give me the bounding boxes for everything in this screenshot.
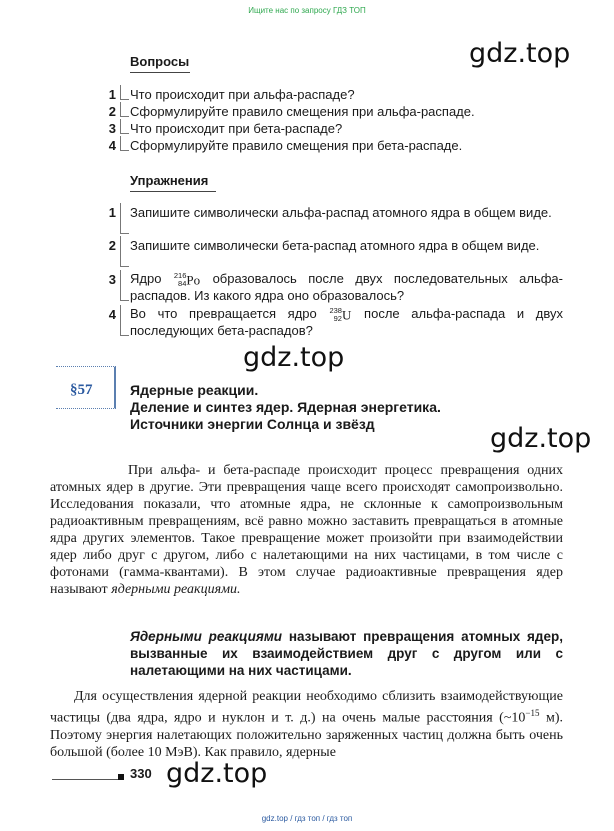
body-text: При альфа- и бета-распаде происходит процесс превращения одних атомных ядер в другие. Эти превращения чаще всего происходят самопроизвольно. Исследования показали, что атомные ядра, не склонные к самопроизвольным радиоактивным превращениям, всё равно можно заставить превращаться в атомные ядра других элементов. Такое превращение может произойти при взаимодействии ядер либо друг с другом, либо с налетающими на них частицами, в том числе с фотонами (гамма-квантами). В этом случае радиоактивные превращения ядер называют [50, 463, 563, 597]
watermark: gdz.top [166, 758, 268, 789]
item-bracket [120, 136, 129, 151]
watermark: gdz.top [490, 423, 592, 454]
item-bracket [120, 119, 129, 134]
footer-link[interactable]: gdz.top / гдз топ / гдз топ [261, 814, 353, 823]
definition-term: Ядерными реакциями [130, 629, 283, 644]
item-bracket [120, 270, 129, 301]
questions-title-rule [130, 72, 190, 73]
mass-number: 216 [173, 270, 187, 280]
paragraph-title [130, 382, 550, 433]
item-bracket [120, 85, 129, 100]
question-number: 3 [108, 121, 116, 136]
question-number: 1 [108, 87, 116, 102]
exercise-text-end: после альфа-распада и двух последующих бета-распадов? [130, 306, 564, 338]
question-text: Сформулируйте правило смещения при альфа-распаде. [130, 104, 475, 119]
item-bracket [120, 203, 129, 234]
question-number: 4 [108, 138, 116, 153]
exercise-number: 2 [108, 238, 116, 253]
item-bracket [120, 305, 129, 336]
element-symbol: Po [186, 272, 201, 288]
exercise-text: Запишите символически альфа-распад атомного ядра в общем виде. [130, 205, 552, 220]
exponent: −15 [525, 708, 540, 718]
charge-number: 92 [333, 313, 342, 323]
question-text: Сформулируйте правило смещения при бета-распаде. [130, 138, 463, 153]
item-bracket [120, 102, 129, 117]
watermark: gdz.top [469, 38, 571, 69]
exercise-text [130, 306, 563, 339]
paragraph-title-line: Деление и синтез ядер. Ядерная энергетика. [130, 399, 441, 415]
nuclide-u [329, 307, 351, 323]
question-number: 2 [108, 104, 116, 119]
body-paragraph [50, 688, 563, 761]
body-text-italic: ядерными реакциями. [111, 582, 241, 597]
item-bracket [120, 236, 129, 267]
watermark: gdz.top [243, 342, 345, 373]
exercises-title: Упражнения [130, 173, 209, 188]
exercise-text-start: Ядро [130, 271, 162, 286]
page-number: 330 [130, 766, 152, 781]
page-number-square [118, 774, 124, 780]
exercises-title-rule [130, 191, 216, 192]
paragraph-title-line: Источники энергии Солнца и звёзд [130, 416, 375, 432]
page-number-rule [52, 779, 118, 780]
header-link[interactable]: Ищите нас по запросу ГДЗ ТОП [248, 6, 366, 15]
body-text: Для осуществления ядерной реакции необходимо сблизить взаимодействующие частицы (два ядра, ядро и нуклон и т. д.) на очень малые расстояния (~10 [50, 689, 563, 726]
exercise-text [130, 271, 563, 304]
mass-number: 238 [329, 305, 342, 315]
exercise-text-start: Во что превращается ядро [130, 306, 317, 321]
nuclide-po [174, 272, 200, 288]
definition-block [130, 628, 563, 679]
exercise-number: 1 [108, 205, 116, 220]
body-text: м). Поэтому энергия налетающих положительно заряженных частиц должна быть очень большой (более 10 МэВ). Как правило, ядерные [50, 710, 563, 760]
exercise-text: Запишите символически бета-распад атомного ядра в общем виде. [130, 238, 540, 253]
questions-title: Вопросы [130, 54, 190, 69]
question-text: Что происходит при альфа-распаде? [130, 87, 355, 102]
paragraph-title-line: Ядерные реакции. [130, 382, 259, 398]
question-text: Что происходит при бета-распаде? [130, 121, 343, 136]
element-symbol: U [341, 307, 352, 323]
paragraph-number: §57 [70, 382, 93, 398]
definition-text: называют превращения атомных ядер, вызванные их взаимодействием друг с другом или с налетающими на них частицами. [130, 629, 563, 678]
exercise-number: 3 [108, 272, 116, 287]
body-paragraph [50, 462, 563, 598]
charge-number: 84 [178, 278, 187, 288]
exercise-text-end: образовалось после двух последовательных альфа-распадов. Из какого ядра оно образовалось? [130, 271, 563, 303]
exercise-number: 4 [108, 307, 116, 322]
